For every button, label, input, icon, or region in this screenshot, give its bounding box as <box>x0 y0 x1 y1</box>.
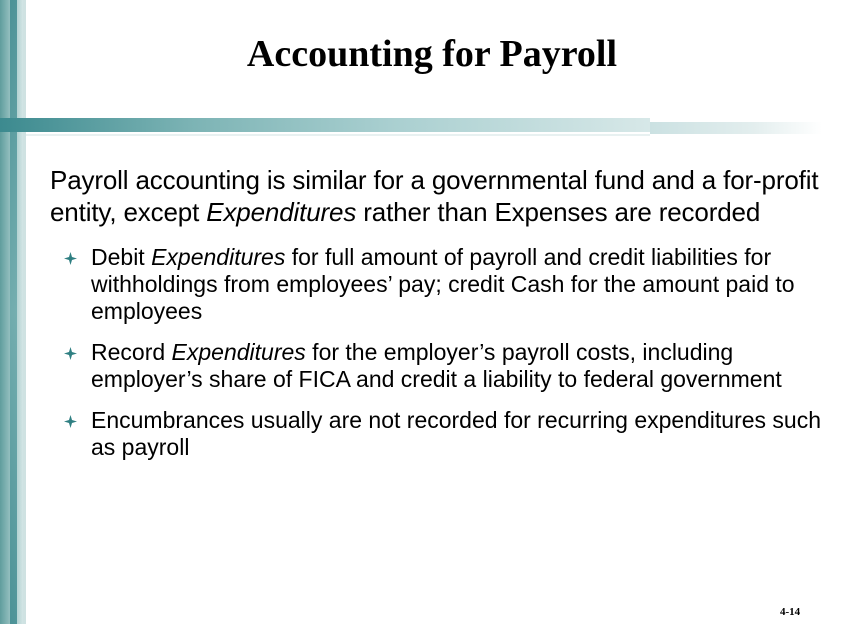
bullet-item-debit <box>50 244 840 325</box>
lead-text-start: Payroll accounting is similar for a governmental fund and a for-profit entity, except <box>50 165 819 227</box>
title-rule <box>0 118 650 132</box>
left-accent-stripe <box>10 0 17 624</box>
lead-text-end: rather than Expenses are recorded <box>356 197 761 227</box>
diamond-bullet-icon <box>64 347 77 360</box>
bullet-list <box>50 244 840 461</box>
slide-content <box>50 164 840 475</box>
bullet-emphasis: Expenditures <box>171 339 306 365</box>
bullet-text-end: for the employer’s payroll costs, including employer’s share of FICA and credit a liability to federal government <box>91 339 782 392</box>
bullet-text-start: Record <box>91 339 172 365</box>
bullet-item-encumbrances <box>50 407 840 461</box>
bullet-item-record <box>50 339 840 393</box>
diamond-bullet-icon <box>64 415 77 428</box>
bullet-emphasis: Expenditures <box>151 244 286 270</box>
lead-paragraph <box>50 164 840 228</box>
title-rule-shadow <box>26 134 650 136</box>
bullet-text-end: for full amount of payroll and credit liabilities for withholdings from employees’ pay; credit Cash for the amount paid to employees <box>91 244 795 324</box>
bullet-text-start: Debit <box>91 244 152 270</box>
slide-title: Accounting for Payroll <box>246 33 618 75</box>
page-number: 4-14 <box>780 606 801 618</box>
lead-emphasis: Expenditures <box>206 197 357 227</box>
diamond-bullet-icon <box>64 252 77 265</box>
left-accent-bar <box>0 0 26 624</box>
bullet-text-end: Encumbrances usually are not recorded for recurring expenditures such as payroll <box>91 407 821 460</box>
title-rule-tail <box>650 122 822 134</box>
